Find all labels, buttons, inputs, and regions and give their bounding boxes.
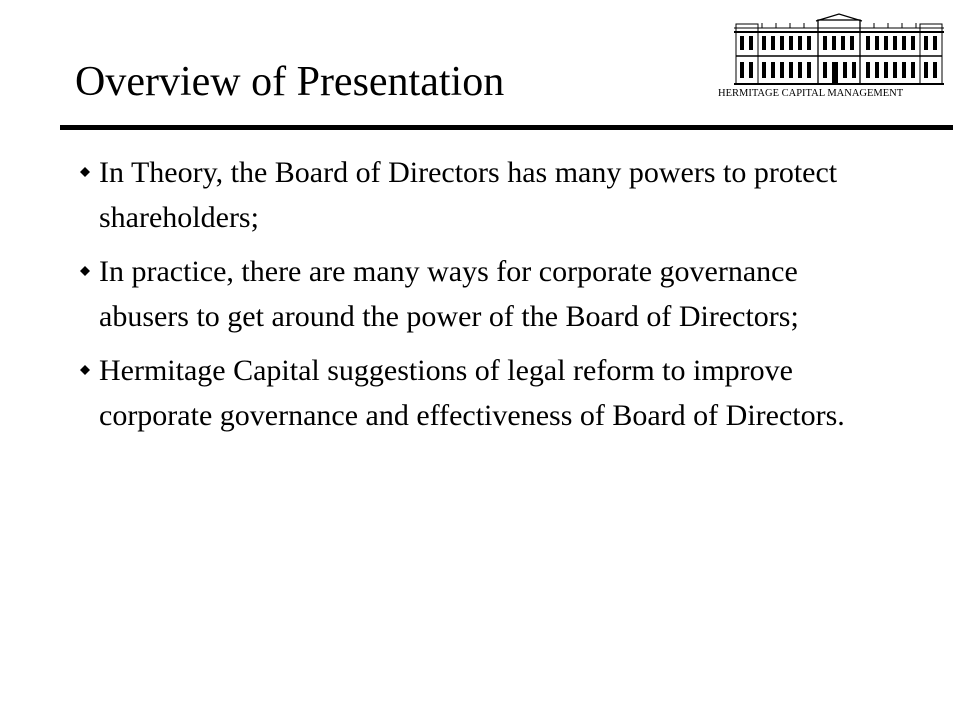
bullet-text: In Theory, the Board of Directors has many powers to protect shareholders; [99, 156, 838, 234]
bullet-item [76, 150, 876, 240]
title-divider [60, 125, 953, 130]
bullet-item [76, 348, 876, 438]
diamond-bullet-icon [80, 266, 90, 276]
bullet-list [76, 150, 876, 447]
hermitage-building-icon [732, 12, 946, 88]
diamond-bullet-icon [80, 365, 90, 375]
slide-title: Overview of Presentation [75, 59, 505, 105]
logo-caption: HERMITAGE CAPITAL MANAGEMENT [718, 88, 904, 99]
bullet-text: Hermitage Capital suggestions of legal reform to improve corporate governance and effectiveness of Board of Directors. [99, 354, 845, 432]
company-logo [718, 12, 946, 98]
bullet-item [76, 249, 876, 339]
diamond-bullet-icon [80, 167, 90, 177]
bullet-text: In practice, there are many ways for corporate governance abusers to get around the power of the Board of Directors; [99, 255, 799, 333]
